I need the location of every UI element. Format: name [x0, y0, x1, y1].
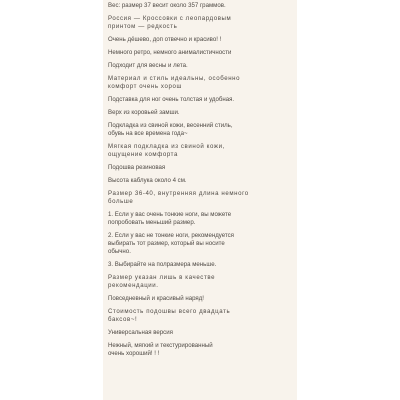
description-paragraph	[108, 274, 292, 290]
description-paragraph	[108, 308, 292, 324]
description-line: попробовать меньший размер.	[108, 219, 196, 226]
description-line: ощущение комфорта	[108, 151, 178, 158]
description-paragraph	[108, 164, 292, 172]
description-line: Подставка для ног очень толстая и удобная.	[108, 96, 235, 103]
description-paragraph	[108, 36, 292, 44]
description-line: Подкладка из свиной кожи, весенний стиль,	[108, 122, 233, 129]
description-paragraph	[108, 177, 292, 185]
description-line: Универсальная версия	[108, 329, 173, 336]
description-paragraph	[108, 15, 292, 31]
description-line: Размер указан лишь в качестве	[108, 274, 216, 281]
description-line: Размер 36-40, внутренняя длина немного	[108, 190, 249, 197]
description-paragraph	[108, 75, 292, 91]
description-line: комфорт очень хорош	[108, 83, 182, 90]
description-paragraph	[108, 2, 292, 10]
description-line: принтом — редкость	[108, 23, 178, 30]
description-paragraph	[108, 211, 292, 227]
description-line: Повседневный и красивый наряд!	[108, 295, 204, 302]
description-line: обувь на все времена года~	[108, 130, 188, 137]
description-line: Очень дёшево, доп отвечно и красиво! !	[108, 36, 222, 43]
description-line: Верх из коровьей замши.	[108, 109, 180, 116]
description-line: 1. Если у вас очень тонкие ноги, вы можете	[108, 211, 232, 218]
description-paragraph	[108, 143, 292, 159]
description-line: обычно.	[108, 248, 131, 255]
description-line: Россия — Кроссовки с леопардовым	[108, 15, 232, 22]
description-paragraph	[108, 232, 292, 256]
description-line: больше	[108, 198, 134, 205]
description-paragraph	[108, 96, 292, 104]
description-line: баксов~!	[108, 316, 138, 323]
description-line: Подошва резиновая	[108, 164, 166, 171]
description-line: Подходит для весны и лета.	[108, 62, 188, 69]
description-paragraph	[108, 109, 292, 117]
left-margin	[0, 0, 103, 400]
description-line: Немного ретро, немного анималистичности	[108, 49, 232, 56]
product-description-panel	[103, 0, 297, 400]
description-paragraph	[108, 342, 292, 358]
description-line: очень хороший! ! !	[108, 350, 160, 357]
description-paragraph	[108, 122, 292, 138]
description-line: 2. Если у вас не тонкие ноги, рекомендуется	[108, 232, 234, 239]
description-line: рекомендации.	[108, 282, 159, 289]
description-paragraph	[108, 295, 292, 303]
description-text	[108, 2, 292, 363]
description-paragraph	[108, 62, 292, 70]
description-line: Материал и стиль идеальны, особенно	[108, 75, 241, 82]
description-paragraph	[108, 329, 292, 337]
description-line: Мягкая подкладка из свиной кожи,	[108, 143, 225, 150]
description-paragraph	[108, 261, 292, 269]
description-line: выбирать тот размер, который вы носите	[108, 240, 225, 247]
description-paragraph	[108, 190, 292, 206]
description-line: Вес: размер 37 весит около 357 граммов.	[108, 2, 226, 9]
description-line: Стоимость подошвы всего двадцать	[108, 308, 231, 315]
description-line: Нежный, мягкий и текстурированный	[108, 342, 213, 349]
description-line: Высота каблука около 4 см.	[108, 177, 187, 184]
right-margin	[297, 0, 400, 400]
description-line: 3. Выбирайте на полразмера меньше.	[108, 261, 217, 268]
description-paragraph	[108, 49, 292, 57]
